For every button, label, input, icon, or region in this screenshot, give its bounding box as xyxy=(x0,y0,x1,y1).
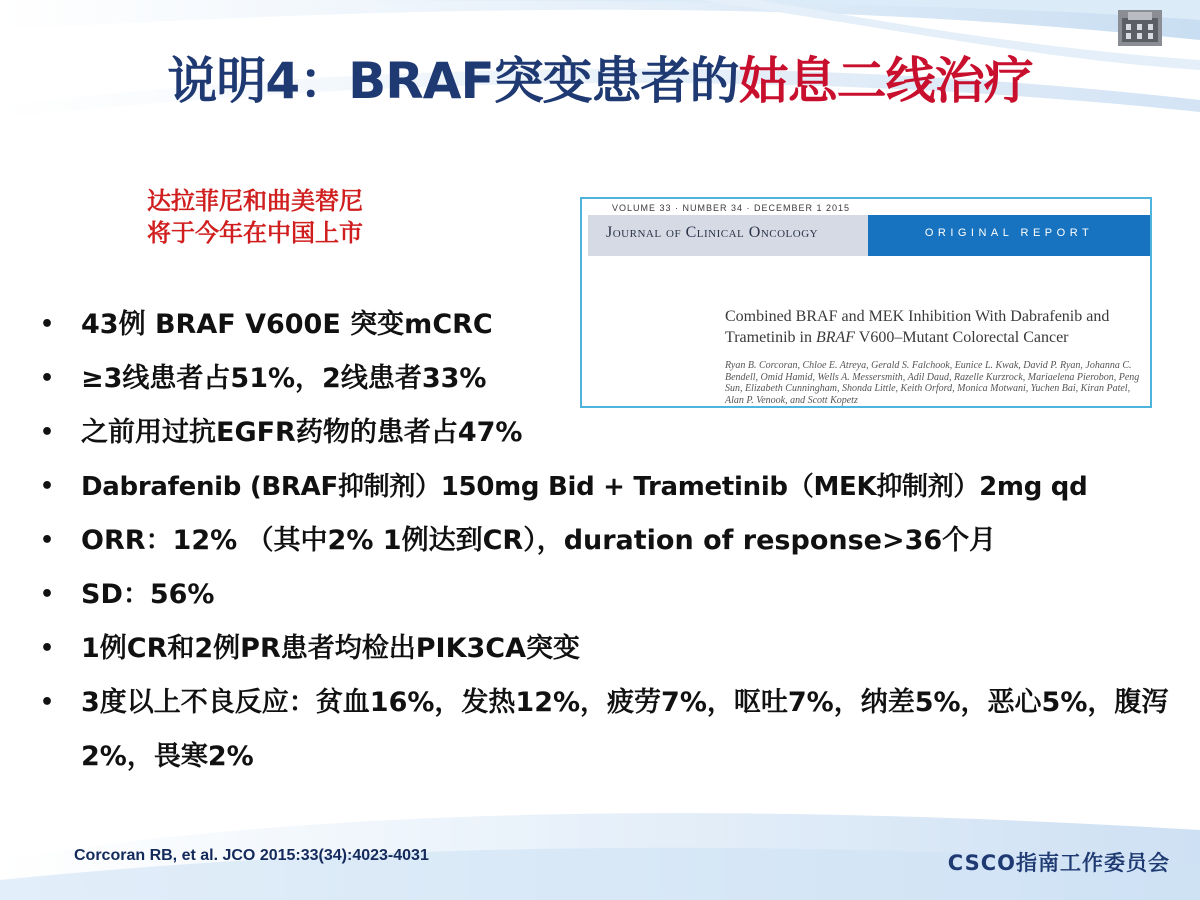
footer-org: CSCO指南工作委员会 xyxy=(947,851,1170,875)
bullet-symbol: • xyxy=(40,366,55,391)
journal-name: Journal of Clinical Oncology xyxy=(606,224,819,241)
bullet-symbol: • xyxy=(40,690,55,715)
bullet-item: • Dabrafenib (BRAF抑制剂）150mg Bid + Trametinib（MEK抑制剂）2mg qd xyxy=(40,460,1190,514)
article-title-line2: Trametinib in BRAF V600–Mutant Colorectal Cancer xyxy=(725,329,1069,346)
building-logo xyxy=(1118,10,1162,46)
bullet-item: • ≥3线患者占51%，2线患者33% xyxy=(40,352,1190,406)
bullet-symbol: • xyxy=(40,420,55,445)
title-red-part: 姑息二线治疗 xyxy=(738,52,1033,110)
bullet-item: • 43例 BRAF V600E 突变mCRC xyxy=(40,298,1190,352)
bullet-list xyxy=(40,298,1190,784)
page-title xyxy=(0,48,1200,114)
footer-decoration xyxy=(0,770,1200,900)
journal-section: ORIGINAL REPORT xyxy=(924,227,1094,239)
bullet-item: • 之前用过抗EGFR药物的患者占47% xyxy=(40,406,1190,460)
citation: Corcoran RB, et al. JCO 2015:33(34):4023-4031 xyxy=(74,847,429,864)
article-title-line1: Combined BRAF and MEK Inhibition With Dabrafenib and xyxy=(725,308,1110,325)
article-authors: Ryan B. Corcoran, Chloe E. Atreya, Gerald S. Falchook, Eunice L. Kwak, David P. Ryan, Johanna C. Bendell, Omid Hamid, Wells A. Messersmith, Adil Daud, Razelle Kurzrock, Mariaelena Pierobon, Peng Sun, Elizabeth Cunningham, Shonda Little, Keith Orford, Monica Motwani, Yuchen Bai, Kiran Patel, Alan P. Venook, and Scott Kopetz xyxy=(725,360,1140,406)
bullet-symbol: • xyxy=(40,528,55,553)
bullet-item: • SD：56% xyxy=(40,568,1190,622)
bullet-symbol: • xyxy=(40,582,55,607)
journal-volume-line: VOLUME 33 · NUMBER 34 · DECEMBER 1 2015 xyxy=(612,203,851,213)
bullet-symbol: • xyxy=(40,636,55,661)
approval-note xyxy=(100,185,410,249)
bullet-symbol: • xyxy=(40,474,54,499)
bullet-item: • ORR：12% （其中2% 1例达到CR），duration of response>36个月 xyxy=(40,514,1190,568)
bullet-symbol: • xyxy=(40,312,55,337)
bullet-item: • 1例CR和2例PR患者均检出PIK3CA突变 xyxy=(40,622,1190,676)
approval-note-line2: 将于今年在中国上市 xyxy=(147,219,363,247)
approval-note-line1: 达拉菲尼和曲美替尼 xyxy=(147,187,363,215)
title-blue-part: 说明4：BRAF突变患者的 xyxy=(167,52,739,110)
bullet-item: • 3度以上不良反应：贫血16%，发热12%，疲劳7%，呕吐7%，纳差5%，恶心5%，腹泻2%，畏寒2% xyxy=(40,676,1193,784)
